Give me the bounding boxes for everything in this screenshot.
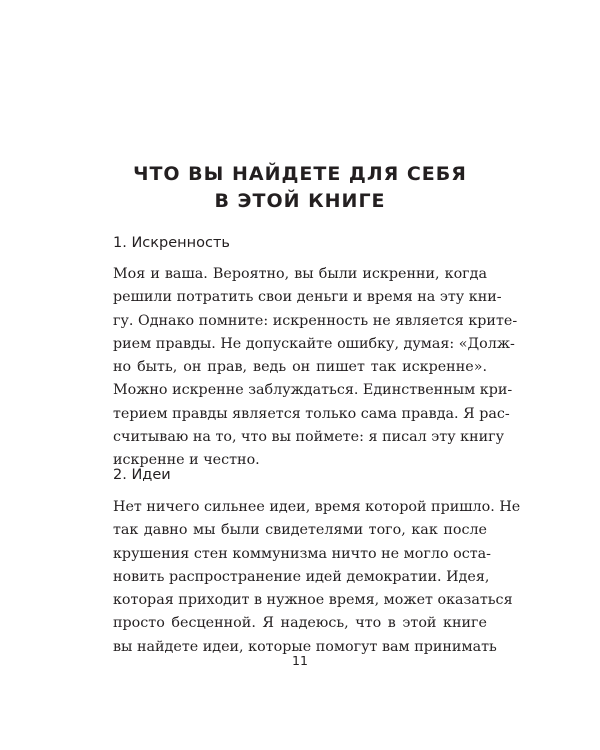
text-line: Моя и ваша. Вероятно, вы были искренни, когда <box>113 266 487 282</box>
text-line: Нет ничего сильнее идеи, время которой пришло. Не <box>113 499 521 515</box>
text-line: решили потратить свои деньги и время на эту кни- <box>113 289 502 306</box>
page-number: 11 <box>292 653 308 668</box>
section-paragraph <box>113 263 518 473</box>
text-line: вы найдете идеи, которые помогут вам принимать <box>113 638 497 655</box>
text-line: Можно искренне заблуждаться. Единственным кри- <box>113 382 513 399</box>
section-heading: 1. Искренность <box>113 235 230 251</box>
text-line: считываю на то, что вы поймете: я писал эту книгу <box>113 429 505 446</box>
text-line: гу. Однако помните: искренность не является крите- <box>113 312 518 329</box>
text-line: крушения стен коммунизма ничто не могло оста- <box>113 545 492 562</box>
chapter-title-line: ЧТО ВЫ НАЙДЕТЕ ДЛЯ СЕБЯ <box>133 163 467 185</box>
text-line: просто бесценной. Я надеюсь, что в этой книге <box>113 615 487 632</box>
text-line: так давно мы были свидетелями того, как после <box>113 522 487 539</box>
text-line: терием правды является только сама правда. Я рас- <box>113 405 510 422</box>
text-line: но быть, он прав, ведь он пишет так искренне». <box>113 359 487 376</box>
section-heading: 2. Идеи <box>113 467 171 483</box>
chapter-title <box>110 161 490 215</box>
text-line: которая приходит в нужное время, может оказаться <box>113 592 513 609</box>
text-line: рием правды. Не допускайте ошибку, думая: «Долж- <box>113 335 515 352</box>
text-line: новить распространение идей демократии. Идея, <box>113 568 490 585</box>
section-paragraph <box>113 496 521 659</box>
text-line: искренне и честно. <box>113 452 260 469</box>
chapter-title-line: В ЭТОЙ КНИГЕ <box>214 190 386 212</box>
